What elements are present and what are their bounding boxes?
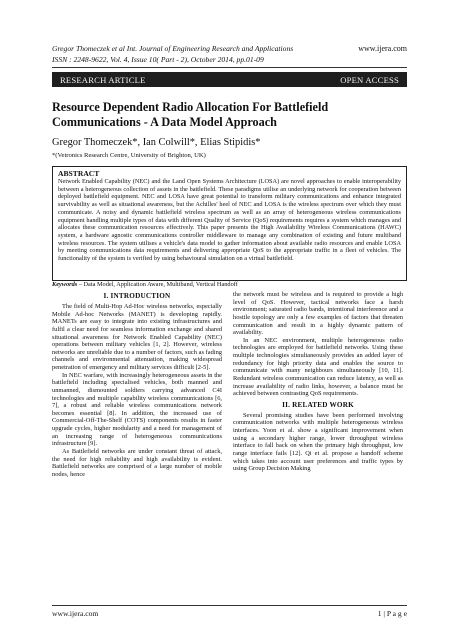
paragraph: In an NEC environment, multiple heterogeneous radio technologies are employed for battlefield networks. Using these multiple technologies simultaneously provides an added layer of redundancy for high priority data and enables the source to communicate with many neighbours simultaneously [10, 11]. Redundant wireless communication can reduce latency, as well as increase availability of radio links, however, a balance must be achieved between contrasting QoS requirements.	[233, 336, 403, 398]
article-type-banner	[52, 72, 407, 87]
page-number: 1 | P a g e	[377, 609, 407, 618]
paper-title: Resource Dependent Radio Allocation For Battlefield Communications - A Data Model Approach	[52, 100, 329, 129]
section-heading-introduction: I. INTRODUCTION	[103, 292, 171, 300]
paragraph: In NEC warfare, with increasingly heterogeneous assets in the battlefield including specialised vehicles, both manned and unmanned, dismounted soldiers carrying advanced C4I technologies and multiple capability wireless communications [6, 7], a robust and reliable wireless communications network becomes essential [8]. In addition, the increased use of Commercial-Off-The-Shelf (COTS) components results in faster upgrade cycles, higher modularity and a need for management of an increasing range of heterogeneous communications infrastructure [9].	[52, 371, 222, 448]
keywords-line	[52, 281, 407, 289]
author-affiliation: *(Vetronics Research Centre, University of Brighton, UK)	[52, 152, 206, 159]
header-website-link[interactable]: www.ijera.com	[358, 44, 407, 53]
footer-divider	[52, 605, 407, 606]
page-footer	[52, 609, 407, 618]
paragraph: the network must be wireless and is required to provide a high level of QoS. However, tactical networks face a harsh environment; saturated radio bands, intentional interference and a hostile topology are only a few examples of factors that threaten communication and result in a highly dynamic pattern of availability.	[233, 291, 403, 337]
paragraph: Several promising studies have been performed involving communication networks with multiple heterogeneous wireless interfaces. Yoon et al. show a significant improvement when using a secondary higher range, lower throughput wireless interface to fall back on when the primary high throughput, low range interface fails [12]. Qi et al. propose a handoff scheme which takes into account user preferences and traffic types by using Group Decision Making	[233, 411, 403, 473]
right-column	[233, 291, 403, 473]
abstract-text: Network Enabled Capability (NEC) and the Land Open Systems Architecture (LOSA) are novel approaches to enable interoperability between a heterogeneous collection of assets in the battlefield. These paradigms utilise an underlying network for cooperation between deployed battlefield equipment. NEC and LOSA have great potential to transform military communications and enhance integrated survivability as well as situational awareness, but the Achilles' heel of NEC and LOSA is the wireless spectrum over which they must communicate. A noisy and dynamic battlefield wireless spectrum as well as an array of heterogeneous wireless communications equipment handling multiple types of data with different Quality of Service (QoS) requirements requires a system which manages and allocates these communication resources effectively. This paper presents the High Availability Wireless Communications (HAWC) system, a hardware agnostic communications controller middleware to manage any combination of existing and future multiband wireless resources. The system utilises a vehicle's data model to gather information about available radio resources and enable LOSA by meeting communications data requirements and delivering appropriate QoS to the appropriate traffic in a fleet of vehicles. The functionality of the system is verified by using behavioural simulation on a virtual battlefield.	[58, 178, 401, 263]
open-access-label: OPEN ACCESS	[340, 74, 399, 85]
abstract-heading: ABSTRACT	[58, 169, 100, 178]
journal-header	[52, 44, 407, 65]
header-divider	[52, 67, 407, 68]
keywords-label: Keywords	[52, 281, 78, 288]
research-article-label: RESEARCH ARTICLE	[60, 74, 146, 85]
section-heading-related-work: II. RELATED WORK	[282, 400, 354, 409]
paragraph: The field of Multi-Hop Ad-Hoc wireless networks, especially Mobile Ad-hoc Networks (MANET) is developing rapidly. MANETs are easy to integrate into existing infrastructures and fulfil a clear need for seamless information exchange and shared situational awareness for Network Enabled Capability (NEC) operations between military vehicles [1, 2]. However, wireless networks are unreliable due to a number of factors, such as fading channels and environmental attenuation, making widespread penetration of emergency and military services difficult [2-5].	[52, 303, 222, 371]
footer-website-link[interactable]: www.ijera.com	[52, 609, 99, 618]
left-column	[52, 291, 222, 478]
keywords-text: – Data Model, Application Aware, Multiband, Vertical Handoff	[77, 281, 238, 288]
issn-line: ISSN : 2248-9622, Vol. 4, Issue 10( Part - 2), October 2014, pp.01-09	[52, 54, 264, 64]
paragraph: As Battlefield networks are under constant threat of attack, the need for high reliability and high availability is evident. Battlefield networks are comprised of a large number of mobile nodes, hence	[52, 447, 222, 478]
author-list: Gregor Thomeczek*, Ian Colwill*, Elias Stipidis*	[52, 137, 261, 148]
journal-citation: Gregor Thomeczek et al Int. Journal of Engineering Research and Applications	[52, 44, 294, 53]
abstract-box	[52, 166, 407, 281]
